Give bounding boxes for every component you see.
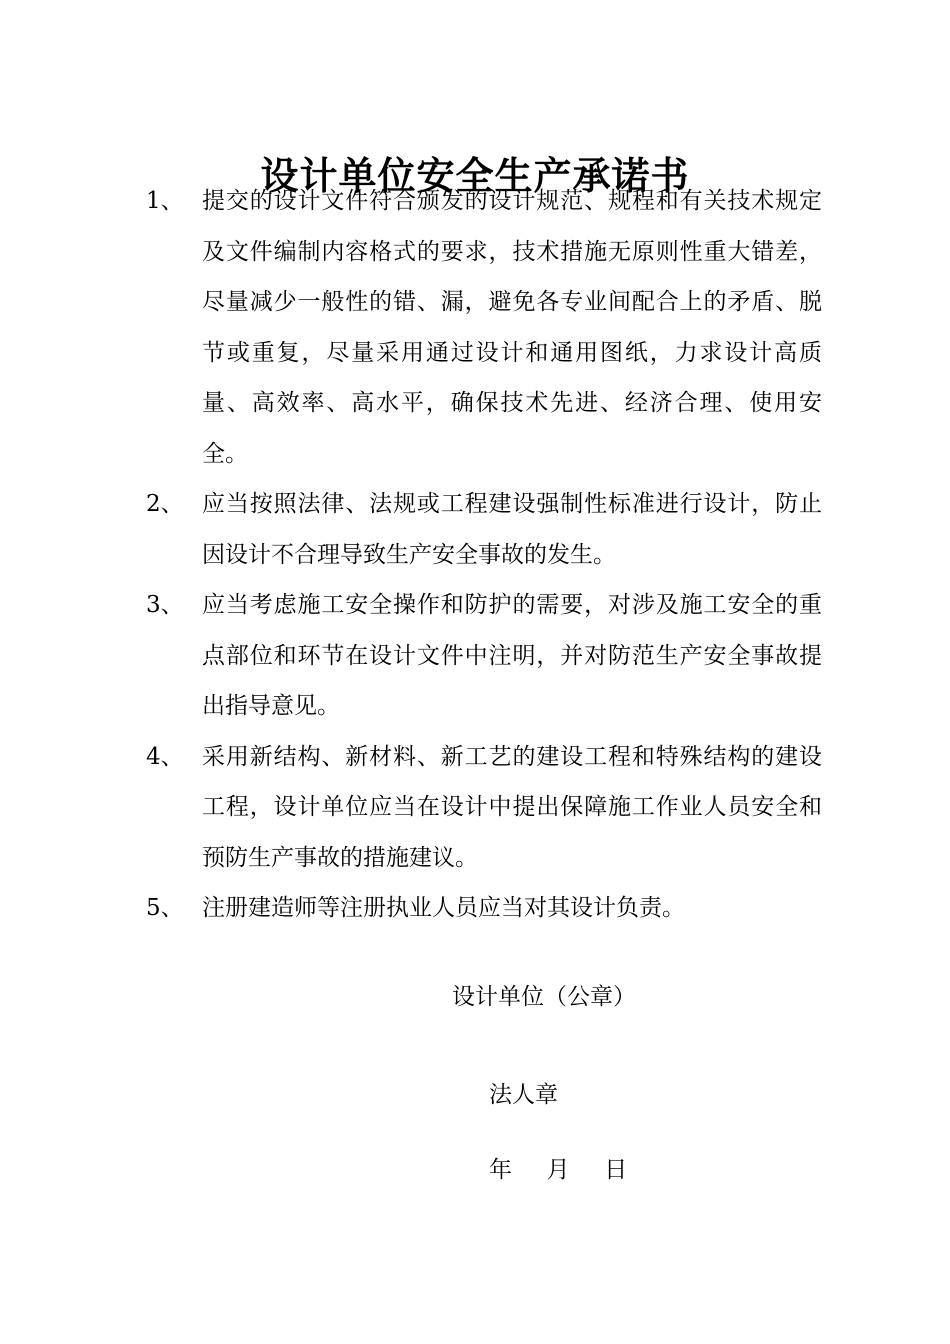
commitment-text: 提交的设计文件符合颁发的设计规范、规程和有关技术规定及文件编制内容格式的要求，技术措施无原则性重大错差，尽量减少一般性的错、漏，避免各专业间配合上的矛盾、脱节或重复，尽量采用通过设计和通用图纸，力求设计高质量、高效率、高水平，确保技术先进、经济合理、使用安全。 [202, 188, 822, 467]
page-title: 设计单位安全生产承诺书 [260, 153, 690, 199]
signature-unit-seal: 设计单位（公章） [452, 984, 636, 1010]
commitment-item-4 [146, 732, 822, 884]
commitment-item-2 [146, 479, 822, 580]
commitment-text: 应当考虑施工安全操作和防护的需要，对涉及施工安全的重点部位和环节在设计文件中注明，并对防范生产安全事故提出指导意见。 [202, 592, 822, 719]
commitment-number: 3、 [146, 592, 184, 618]
commitment-item-3 [146, 580, 822, 732]
commitment-number: 1、 [146, 188, 184, 214]
signature-legal-rep-seal: 法人章 [489, 1082, 558, 1108]
commitment-item-5 [146, 883, 822, 934]
commitment-text: 注册建造师等注册执业人员应当对其设计负责。 [202, 895, 685, 921]
commitment-number: 2、 [146, 491, 184, 517]
commitment-number: 5、 [146, 895, 184, 921]
commitment-text: 采用新结构、新材料、新工艺的建设工程和特殊结构的建设工程，设计单位应当在设计中提出保障施工作业人员安全和预防生产事故的措施建议。 [202, 743, 822, 871]
commitment-number: 4、 [146, 743, 184, 770]
commitment-list [146, 176, 836, 934]
commitment-text: 应当按照法律、法规或工程建设强制性标准进行设计，防止因设计不合理导致生产安全事故的发生。 [202, 491, 822, 568]
commitment-item-1 [146, 176, 822, 479]
signature-date: 年 月 日 [489, 1157, 628, 1183]
